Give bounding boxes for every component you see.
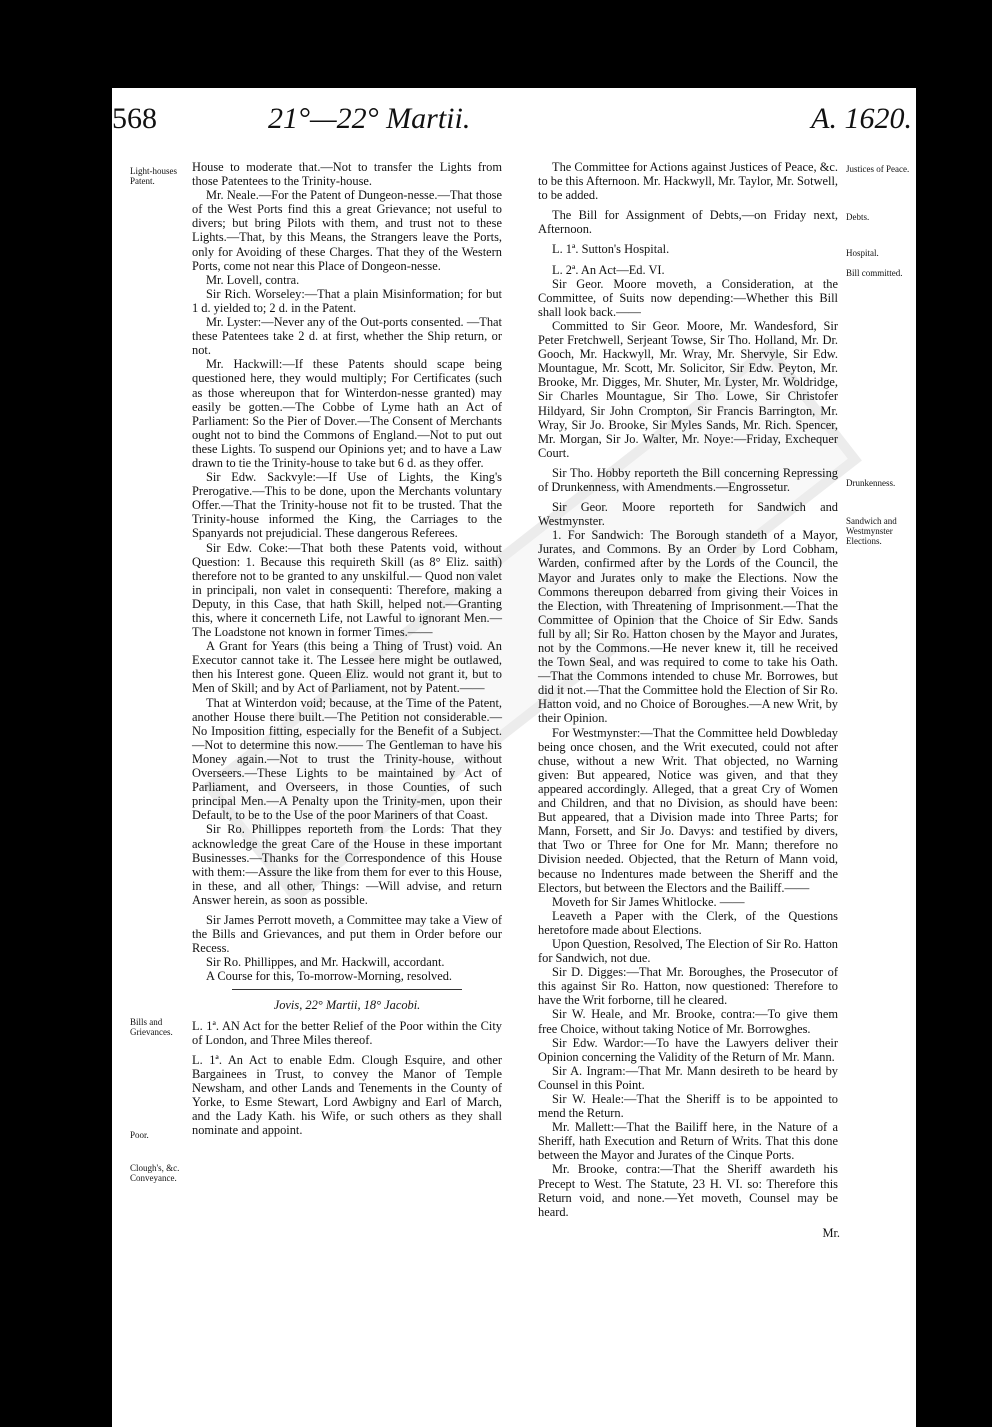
margin-note-right: Bill committed. <box>846 268 903 278</box>
paragraph: The Committee for Actions against Justices of Peace, &c. to be this Afternoon. Mr. Hackwyll, Mr. Taylor, Mr. Sotwell, to be added. <box>538 160 838 203</box>
paragraph: Sir Ro. Phillippes, and Mr. Hackwill, accordant. <box>206 955 445 970</box>
paragraph: Moveth for Sir James Whitlocke. —— <box>552 894 745 909</box>
paragraph: Sir Edw. Sackvyle:—If Use of Lights, the King's Prerogative.—This to be done, upon the Merchants voluntary Offer.—That the Trinity-house not fit to be trusted. That the Trinity-house informed the King, the Carriages to the Spanyards not prejudicial. These dangerous Referees. <box>192 470 502 541</box>
margin-note-right: Justices of Peace. <box>846 164 910 174</box>
left-column <box>192 160 502 1137</box>
paragraph: Sir Rich. Worseley:—That a plain Misinformation; for but 1 d. yielded to; 2 d. in the Patent. <box>192 286 502 315</box>
margin-note-left: Bills and Grievances. <box>130 1017 173 1037</box>
margin-note-right: Sandwich and Westmynster Elections. <box>846 516 897 546</box>
paragraph: Mr. Brooke, contra:—That the Sheriff awardeth his Precept to West. The Statute, 23 H. VI. so: Therefore this Return void, and none.—Yet moveth, Counsel may be heard. <box>538 1162 838 1219</box>
paragraph: Sir James Perrott moveth, a Committee may take a View of the Bills and Grievances, and put them in Order before our Recess. <box>192 912 502 956</box>
paragraph: L. 1ª. An Act to enable Edm. Clough Esquire, and other Bargainees in Trust, to convey the Manor of Temple Newsham, and other Lands and Tenements in the County of Yorke, to Esme Stewart, Lord Awbigny and Earl of March, and the Lady Kath. his Wife, or such others as they shall nominate and appoint. <box>192 1052 502 1138</box>
paragraph: L. 2ª. An Act—Ed. VI. <box>552 262 665 277</box>
page-number: 568 <box>112 102 157 135</box>
paragraph: House to moderate that.—Not to transfer the Lights from those Patentees to the Trinity-house. <box>192 160 502 189</box>
paragraph: Sir W. Heale, and Mr. Brooke, contra:—To give them free Choice, without taking Notice of Mr. Borrowghes. <box>538 1007 838 1036</box>
paragraph: Sir Edw. Coke:—That both these Patents void, without Question: 1. Because this requireth Skill (as 8° Eliz. saith) therefore not to be granted to any unskilful.— Quod non valet in principali, non valet in consequenti: Therefore, making a Deputy, in this Case, that hath Skill, helped not.—Granting this, where it concerneth Life, not Lawful to ignorant Men.—The Loadstone not known in former Times.—— <box>192 540 502 640</box>
paragraph: A Course for this, To-morrow-Morning, resolved. <box>206 969 452 984</box>
margin-note-left: Poor. <box>130 1130 149 1140</box>
paragraph: Mr. Hackwill:—If these Patents should scape being questioned here, they would multiply; For Certificates (such as those whereupon that for Winterdon-nesse granted) may easily be gotten.—The Cobbe of Lyme hath an Act of Parliament: So the Pier of Dover.—The Consent of Merchants ought not to bind the Commons of England.—Not to put out these Lights. To suspend our Opinions yet; and to have a Law drawn to tie the Trinity-house to take but 6 d. as they offer. <box>192 357 502 470</box>
catchword: Mr. <box>822 1226 840 1240</box>
paragraph: Sir Tho. Hobby reporteth the Bill concerning Repressing of Drunkenness, with Amendments.—Engrossetur. <box>538 465 838 494</box>
paragraph: Mr. Lyster:—Never any of the Out-ports consented. —That these Patentees take 2 d. at first, whether the Ship return, or not. <box>192 315 502 358</box>
margin-note-right: Hospital. <box>846 248 879 258</box>
paragraph: 1. For Sandwich: The Borough standeth of a Mayor, Jurates, and Commons. By an Order by Lord Cobham, Warden, confirmed after by the Lords of the Council, the Mayor and Jurates only to make the Elections. Now the Commons thereupon debarred from giving their Voices in the Election, with Threatening of Imprisonment.—That the Committee of Opinion that the Choice of Sir Edw. Sands full by all; Sir Ro. Hatton chosen by the Mayor and Jurates, not by the Commons.—He never knew it, till he received the Town Seal, and was required to come to take his Oath.—That the Commons intended to chuse Mr. Borrowes, but did it not.—That the Committee hold the Election of Sir Ro. Hatton void, and no Choice of Boroughes.—A new Writ, by their Opinion. <box>538 528 838 726</box>
paragraph: Committed to Sir Geor. Moore, Mr. Wandesford, Sir Peter Fretchwell, Serjeant Towse, Sir Tho. Holland, Mr. Dr. Gooch, Mr. Hackwyll, Mr. Wray, Mr. Shervyle, Sir Edw. Mountague, Mr. Scott, Mr. Solicitor, Sir Edw. Peyton, Mr. Brooke, Mr. Digges, Mr. Shuter, Mr. Lyster, Mr. Woldridge, Sir Charles Mountague, Sir Tho. Lowe, Sir Christofer Hildyard, Sir John Crompton, Sir Francis Barrington, Mr. Wray, Sir Jo. Brooke, Sir Myles Sands, Mr. Rich. Spencer, Mr. Morgan, Sir Jo. Walter, Mr. Noye:—Friday, Exchequer Court. <box>538 318 838 460</box>
paragraph: Mr. Lovell, contra. <box>206 272 300 287</box>
paragraph: Sir Geor. Moore reporteth for Sandwich and Westmynster. <box>538 500 838 529</box>
section-rule <box>232 989 462 990</box>
section-heading: Jovis, 22° Martii, 18° Jacobi. <box>273 998 421 1013</box>
paragraph: A Grant for Years (this being a Thing of Trust) void. An Executor cannot take it. The Lessee here might be outlawed, then his Interest gone. Queen Eliz. would not grant it, but to Men of Skill; and by Act of Parliament, not by Patent.—— <box>192 639 502 696</box>
paragraph: The Bill for Assignment of Debts,—on Friday next, Afternoon. <box>538 208 838 237</box>
paragraph: Upon Question, Resolved, The Election of Sir Ro. Hatton for Sandwich, not due. <box>538 936 838 966</box>
margin-note-right: Debts. <box>846 212 870 222</box>
paragraph: L. 1ª. AN Act for the better Relief of the Poor within the City of London, and Three Miles thereof. <box>192 1018 502 1047</box>
paragraph: That at Winterdon void; because, at the Time of the Patent, another House there built.—The Petition not considerable.—No Imposition fitting, especially for the Benefit of a Subject.—Not to determine this now.—— The Gentleman to have his Money again.—Not to trust the Trinity-house, without Overseers.—These Lights to be maintained by Act of Parliament, and Overseers, in those Counties, of such principal Men.—A Penalty upon the Trinity-men, upon their Default, to be to the Use of the poor Mariners of that Coast. <box>192 695 502 823</box>
margin-note-right: Drunkenness. <box>846 478 896 488</box>
paragraph: L. 1ª. Sutton's Hospital. <box>552 242 670 257</box>
paragraph: Sir A. Ingram:—That Mr. Mann desireth to be heard by Counsel in this Point. <box>538 1063 838 1092</box>
page-year: A. 1620. <box>811 102 912 135</box>
paragraph: Sir D. Digges:—That Mr. Boroughes, the Prosecutor of this against Sir Ro. Hatton, now questioned: Therefore to have the Writ forborne, till he cleared. <box>538 965 838 1008</box>
paragraph: Mr. Mallett:—That the Bailiff here, in the Nature of a Sheriff, hath Execution and Return of Writs. That this done between the Mayor and Jurates of the Cinque Ports. <box>538 1120 838 1163</box>
margin-note-left: Clough's, &c. Conveyance. <box>130 1163 180 1183</box>
paragraph: Sir Geor. Moore moveth, a Consideration, at the Committee, of Suits now depending:—Whether this Bill shall look back.—— <box>538 276 838 319</box>
paragraph: Sir Ro. Phillippes reporteth from the Lords: That they acknowledge the great Care of the House in these important Businesses.—Thanks for the Correspondence of this House with them:—Assure the like from them for ever to this House, in these, and all other, Things: —Will advise, and return Answer herein, as soon as possible. <box>192 822 502 907</box>
paragraph: Sir W. Heale:—That the Sheriff is to be appointed to mend the Return. <box>538 1092 838 1121</box>
paragraph: Mr. Neale.—For the Patent of Dungeon-nesse.—That those of the West Ports find this a great Grievance; not useful to divers; but bring Pilots with them, and trust not to these Lights.—That, by this Means, the Strangers leave the Ports, only for Avoiding of these Charges. That they of the Western Ports, come not near this Place of Dongeon-nesse. <box>192 188 502 273</box>
page-date-heading: 21°—22° Martii. <box>268 102 471 135</box>
paragraph: For Westmynster:—That the Committee held Dowbleday being once chosen, and the Writ executed, could not after chuse, without a new Writ. That objected, no Warning given: But appeared, Notice was given, and that they appeared accordingly. Alleged, that a great Cry of Women and Children, and that no Division, as should have been: But appeared, that a Division made into Three Parts; for Mann, Forsett, and Sir Jo. Davys: and testified by divers, that Two or Three for One for Mr. Mann; therefore no Division needed. Objected, that the Return of Mann void, because no Indentures made between the Sheriff and the Electors, but between the Electors and the Bailiff.—— <box>538 725 838 895</box>
right-column <box>538 160 838 1219</box>
journal-page <box>112 88 916 1427</box>
paragraph: Sir Edw. Wardor:—To have the Lawyers deliver their Opinion concerning the Validity of the Return of Mr. Mann. <box>538 1035 838 1064</box>
margin-note-left: Light-houses Patent. <box>130 166 177 186</box>
paragraph: Leaveth a Paper with the Clerk, of the Questions heretofore made about Elections. <box>538 908 838 937</box>
